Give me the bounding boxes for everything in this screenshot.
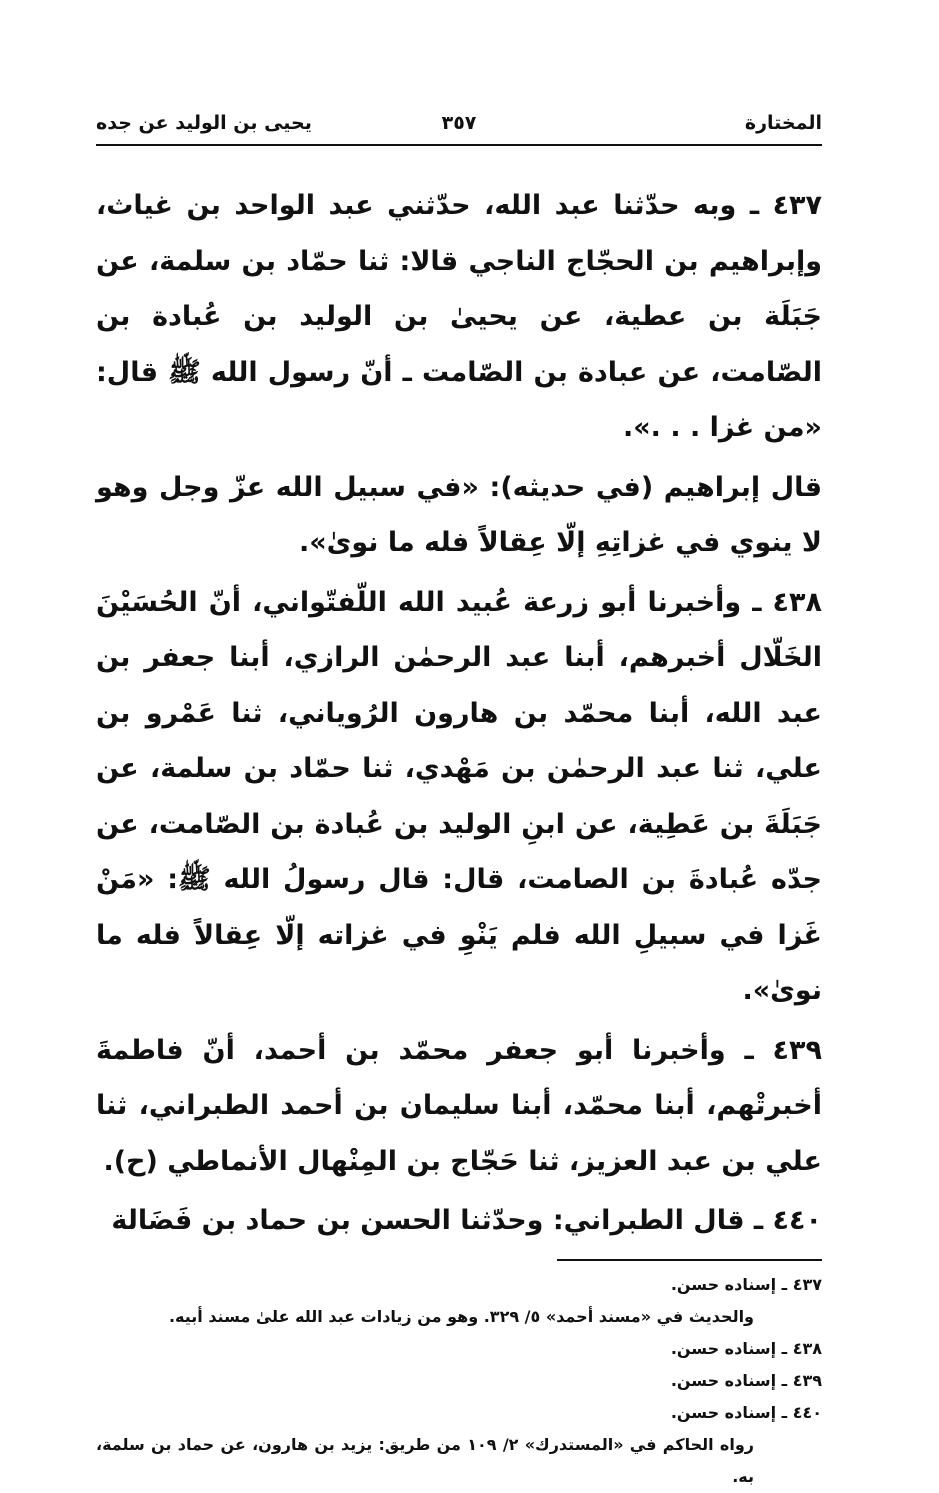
footnote: والحديث في «مسند أحمد» ٥/ ٣٢٩. وهو من زيادات عبد الله علىٰ مسند أبيه. (168, 1306, 754, 1326)
footnote: ٤٣٨ ـ إسناده حسن. (670, 1338, 822, 1358)
hadith-text: ـ قال الطبراني: وحدّثنا الحسن بن حماد بن فَضَالة (111, 1205, 764, 1236)
hadith-text: قال إبراهيم (في حديثه): «في سبيل الله عزّ وجل وهو لا ينوي في غزاتِهِ إلّا عِقالاً فله ما نوىٰ». (96, 471, 822, 558)
hadith-paragraph (96, 460, 822, 571)
footnote-separator (557, 1259, 822, 1261)
hadith-paragraph (96, 1023, 822, 1190)
hadith-number: ٤٣٨ (772, 586, 822, 618)
hadith-paragraph (96, 575, 822, 1019)
hadith-paragraph (96, 178, 822, 456)
document-page (96, 100, 823, 1486)
page-number: ٣٥٧ (441, 112, 477, 134)
hadith-text: ـ وأخبرنا أبو جعفر محمّد بن أحمد، أنّ فاطمةَ أخبرتْهم، أبنا محمّد، أبنا سليمان بن أحمد الطبراني، ثنا علي بن عبد العزيز، ثنا حَجّاج بن المِنْهال الأنماطي (ح). (96, 1034, 822, 1177)
main-text (96, 178, 822, 1249)
chapter-title: يحيى بن الوليد عن جده (96, 112, 312, 134)
footnote: ٤٣٧ ـ إسناده حسن. (670, 1274, 822, 1294)
footnotes (96, 1269, 822, 1493)
hadith-text: ـ وأخبرنا أبو زرعة عُبيد الله اللّفتّواني، أنّ الحُسَيْنَ الخَلّال أخبرهم، أبنا عبد الرحمٰن الرازي، أبنا جعفر بن عبد الله، أبنا محمّد بن هارون الرُوياني، ثنا عَمْرو بن علي، ثنا عبد الرحمٰن بن مَهْدي، ثنا حمّاد بن سلمة، عن جَبَلَةَ بن عَطِية، عن ابنِ الوليد بن عُبادة بن الصّامت، عن جدّه عُبادةَ بن الصامت، قال: قال رسولُ الله ﷺ: «مَنْ غَزا في سبيلِ الله فلم يَنْوِ في غزاته إلّا عِقالاً فله ما نوىٰ». (96, 586, 822, 1006)
hadith-number: ٤٣٩ (772, 1034, 822, 1066)
hadith-text: ـ وبه حدّثنا عبد الله، حدّثني عبد الواحد بن غياث، وإبراهيم بن الحجّاج الناجي قالا: ثنا حمّاد بن سلمة، عن جَبَلَة بن عطية، عن يحيىٰ بن الوليد بن عُبادة بن الصّامت، عن عبادة بن الصّامت ـ أنّ رسول الله ﷺ قال: «من غزا . . .». (96, 190, 822, 443)
footnote: ٤٤٠ ـ إسناده حسن. (670, 1402, 822, 1422)
hadith-number: ٤٤٠ (772, 1205, 822, 1236)
hadith-paragraph (96, 1193, 822, 1249)
book-title: المختارة (744, 112, 822, 134)
footnote: ٤٣٩ ـ إسناده حسن. (670, 1370, 822, 1390)
hadith-number: ٤٣٧ (772, 190, 823, 221)
footnote: رواه الحاكم في «المستدرك» ٢/ ١٠٩ من طريق: يزيد بن هارون، عن حماد بن سلمة، به. (96, 1434, 754, 1486)
running-header (96, 100, 822, 146)
